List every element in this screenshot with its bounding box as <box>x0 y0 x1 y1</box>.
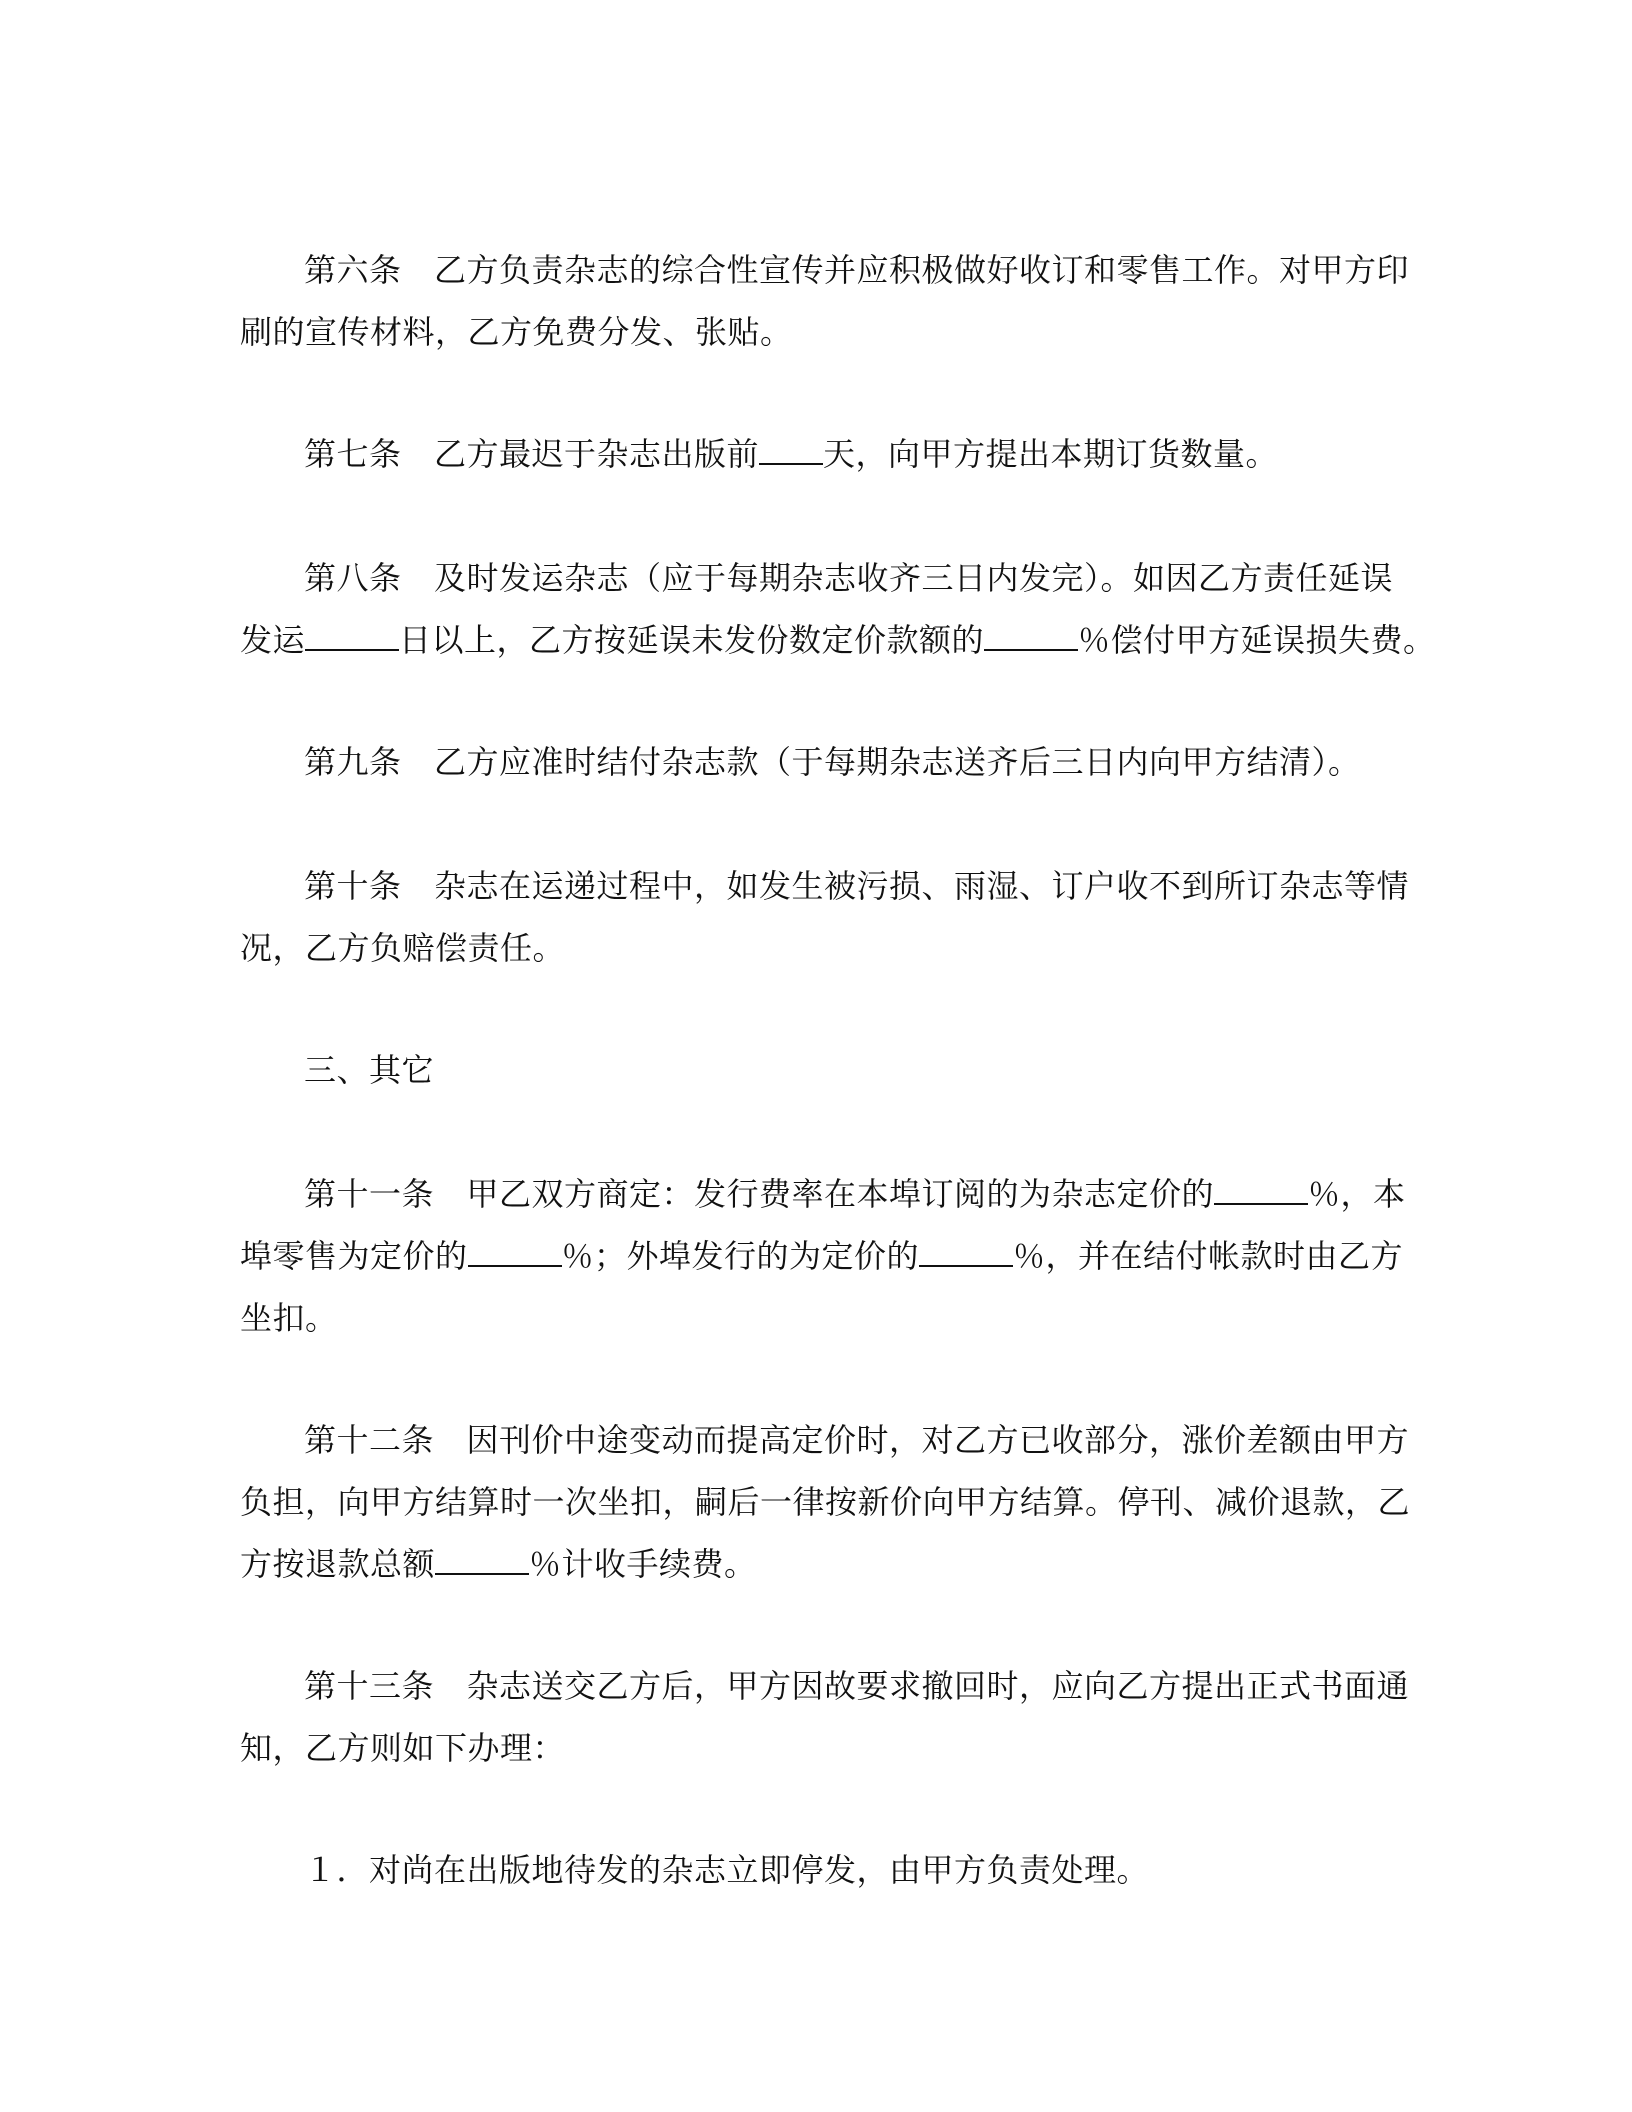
clause-12-line-1: 第十二条 因刊价中途变动而提高定价时，对乙方已收部分，涨价差额由甲方 <box>304 1421 1410 1459</box>
clause-6-line-2: 刷的宣传材料，乙方免费分发、张贴。 <box>240 313 793 351</box>
clause-8-line-1: 第八条 及时发运杂志（应于每期杂志收齐三日内发完）。如因乙方责任延误 <box>304 559 1394 597</box>
clause-8-text-c: ％偿付甲方延误损失费。 <box>1078 621 1436 659</box>
clause-8-text-a: 发运 <box>240 621 306 659</box>
clause-12-line-3 <box>240 1542 757 1586</box>
clause-12-text-b: ％计收手续费。 <box>529 1545 757 1583</box>
blank-field <box>759 433 823 465</box>
clause-11-line-1 <box>304 1172 1406 1216</box>
clause-13-line-2: 知，乙方则如下办理： <box>240 1729 566 1767</box>
clause-11-line-2 <box>240 1234 1403 1278</box>
blank-field <box>468 1235 562 1267</box>
clause-10-line-2: 况，乙方负赔偿责任。 <box>240 929 566 967</box>
clause-13-line-1: 第十三条 杂志送交乙方后，甲方因故要求撤回时，应向乙方提出正式书面通 <box>304 1667 1410 1705</box>
blank-field <box>984 619 1078 651</box>
clause-11-text-e: ％，并在结付帐款时由乙方 <box>1013 1237 1404 1275</box>
clause-11-text-a: 第十一条 甲乙双方商定：发行费率在本埠订阅的为杂志定价的 <box>304 1175 1215 1213</box>
clause-11-line-3: 坐扣。 <box>240 1299 338 1337</box>
blank-field <box>1214 1173 1308 1205</box>
clause-6-line-1: 第六条 乙方负责杂志的综合性宣传并应积极做好收订和零售工作。对甲方印 <box>304 251 1410 289</box>
clause-7-text-a: 第七条 乙方最迟于杂志出版前 <box>304 435 760 473</box>
clause-7-text-b: 天，向甲方提出本期订货数量。 <box>823 435 1279 473</box>
clause-11-text-d: ％；外埠发行的为定价的 <box>561 1237 920 1275</box>
clause-12-text-a: 方按退款总额 <box>240 1545 436 1583</box>
clause-12-line-2: 负担，向甲方结算时一次坐扣，嗣后一律按新价向甲方结算。停刊、减价退款，乙 <box>240 1483 1411 1521</box>
list-item-1: １．对尚在出版地待发的杂志立即停发，由甲方负责处理。 <box>304 1851 1150 1889</box>
clause-11-text-c: 埠零售为定价的 <box>240 1237 468 1275</box>
clause-7-line-1 <box>304 432 1278 476</box>
clause-11-text-b: ％，本 <box>1308 1175 1406 1213</box>
blank-field <box>435 1543 529 1575</box>
blank-field <box>305 619 399 651</box>
clause-8-text-b: 日以上，乙方按延误未发份数定价款额的 <box>399 621 985 659</box>
clause-10-line-1: 第十条 杂志在运递过程中，如发生被污损、雨湿、订户收不到所订杂志等情 <box>304 867 1410 905</box>
clause-8-line-2 <box>240 618 1436 662</box>
clause-9-line-1: 第九条 乙方应准时结付杂志款（于每期杂志送齐后三日内向甲方结清）。 <box>304 743 1361 781</box>
blank-field <box>919 1235 1013 1267</box>
section-3-heading: 三、其它 <box>304 1051 435 1089</box>
